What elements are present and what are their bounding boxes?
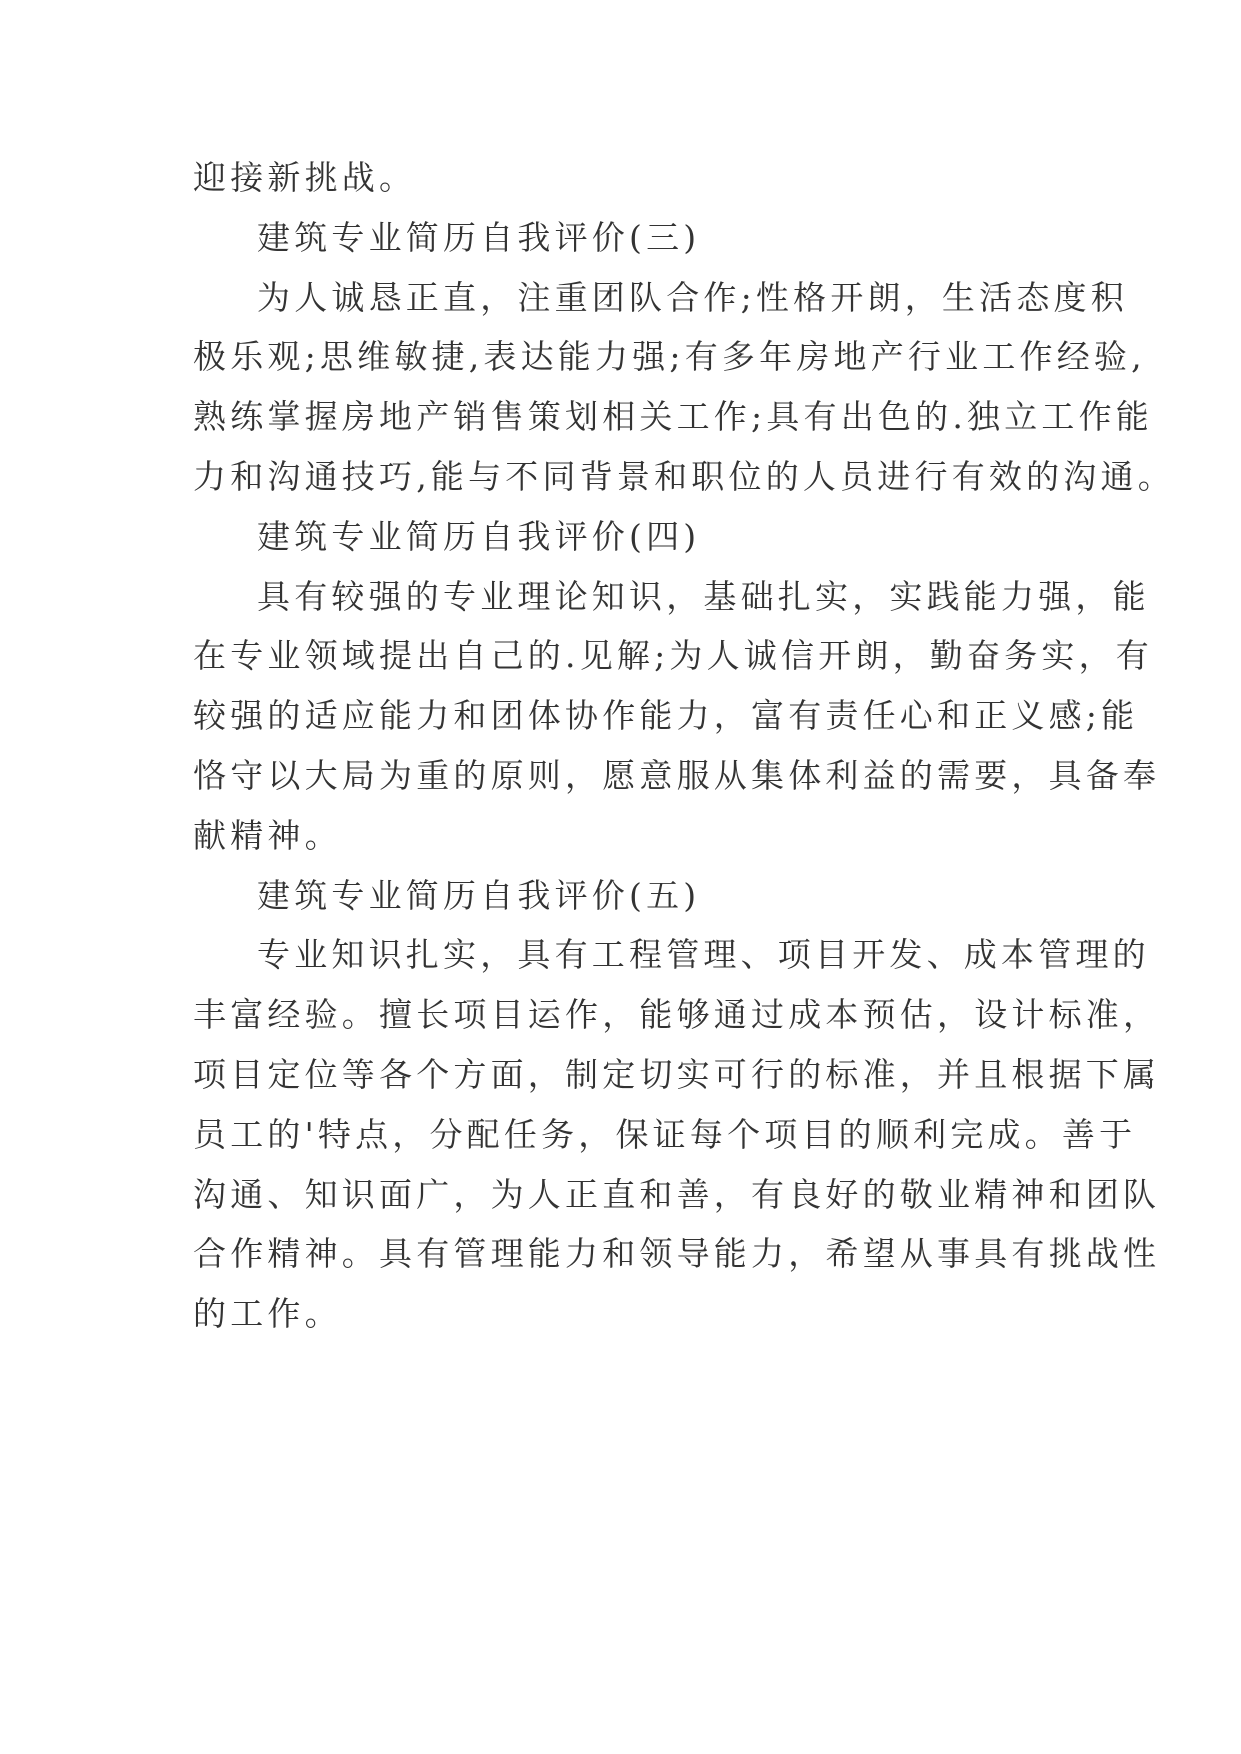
paragraph-line: 合作精神。具有管理能力和领导能力，希望从事具有挑战性 (193, 1234, 1161, 1274)
paragraph-line: 沟通、知识面广，为人正直和善，有良好的敬业精神和团队 (193, 1174, 1161, 1214)
paragraph-line: 恪守以大局为重的原则，愿意服从集体利益的需要，具备奉 (193, 755, 1161, 795)
paragraph-line: 为人诚恳正直，注重团队合作;性格开朗，生活态度积 (257, 277, 1128, 317)
paragraph-line: 较强的适应能力和团体协作能力，富有责任心和正义感;能 (193, 696, 1139, 736)
paragraph-line: 力和沟通技巧,能与不同背景和职位的人员进行有效的沟通。 (193, 456, 1175, 496)
paragraph-line: 员工的'特点，分配任务，保证每个项目的顺利完成。善于 (193, 1114, 1137, 1154)
continuation-line: 迎接新挑战。 (193, 158, 417, 197)
paragraph-line: 项目定位等各个方面，制定切实可行的标准，并且根据下属 (193, 1054, 1161, 1094)
paragraph-line: 献精神。 (193, 815, 342, 855)
document-body (193, 148, 1175, 1344)
paragraph-line: 熟练掌握房地产销售策划相关工作;具有出色的.独立工作能 (193, 397, 1154, 437)
paragraph-line: 丰富经验。擅长项目运作，能够通过成本预估，设计标准， (193, 995, 1161, 1035)
paragraph-line: 具有较强的专业理论知识，基础扎实，实践能力强，能 (257, 576, 1150, 616)
section-heading-5: 建筑专业简历自我评价(五) (257, 875, 701, 915)
paragraph-line: 专业知识扎实，具有工程管理、项目开发、成本管理的 (257, 935, 1150, 975)
section-heading-3: 建筑专业简历自我评价(三) (257, 217, 701, 257)
paragraph-line: 在专业领域提出自己的.见解;为人诚信开朗，勤奋务实，有 (193, 636, 1154, 676)
section-heading-4: 建筑专业简历自我评价(四) (257, 516, 701, 556)
paragraph-line: 极乐观;思维敏捷,表达能力强;有多年房地产行业工作经验, (193, 337, 1146, 377)
paragraph-line: 的工作。 (193, 1294, 342, 1334)
